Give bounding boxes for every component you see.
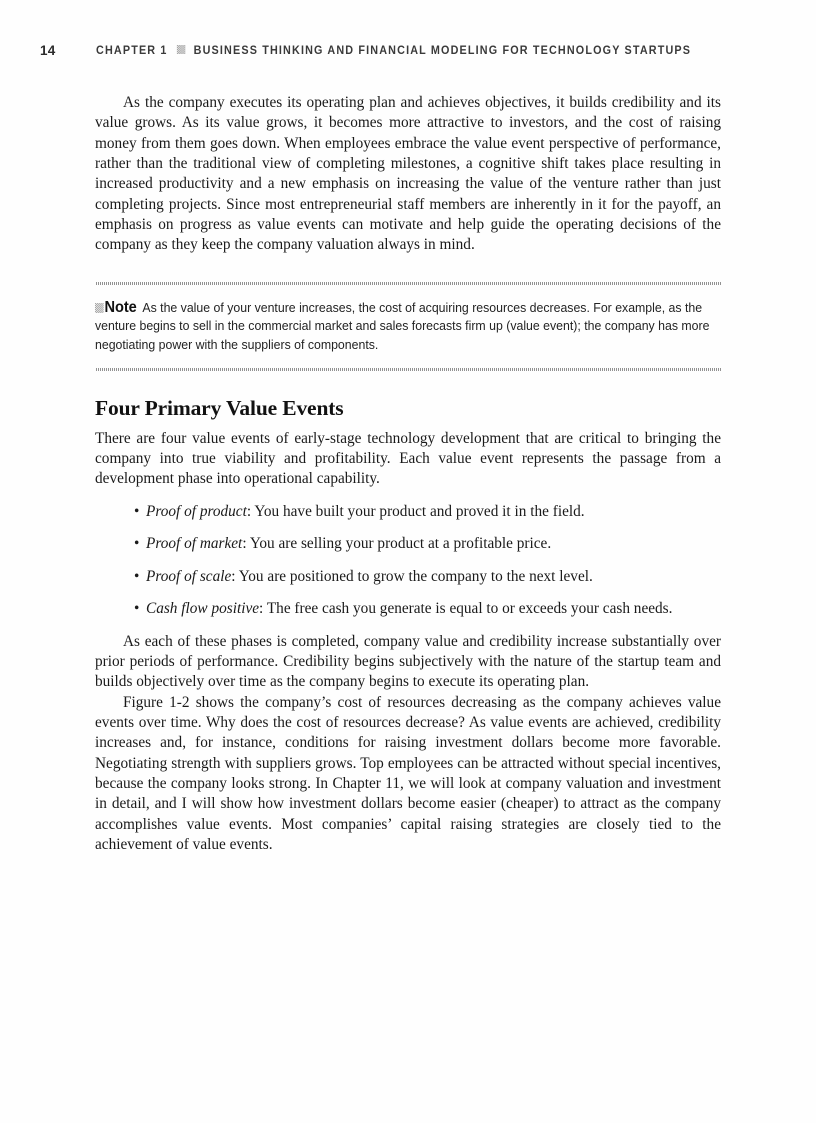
list-item-description: : The free cash you generate is equal to or exceeds your cash needs. <box>259 600 673 618</box>
checkered-square-icon <box>95 303 104 313</box>
paragraph-final: Figure 1-2 shows the company’s cost of resources decreasing as the company achieves value events over time. Why does the cost of resources decrease? As value events are achieved, credibility increases and, for instance, conditions for raising investment dollars become more favorable. Negotiating strength with suppliers grows. Top employees can be attracted without special incentives, because the company looks strong. In Chapter 11, we will look at company valuation and investment in detail, and I will show how investment dollars become easier (cheaper) to attract as the company accomplishes value events. Most companies’ capital raising strategies are closely tied to the achievement of value events. <box>95 693 721 854</box>
note-bottom-rule <box>95 368 721 371</box>
list-item-term: Proof of market <box>146 535 243 553</box>
list-item-term: Proof of product <box>146 502 247 520</box>
checkered-square-icon <box>177 45 185 54</box>
list-item-description: : You have built your product and proved it in the field. <box>246 502 585 520</box>
paragraph-section-intro: There are four value events of early-stage technology development that are critical to bringing the company into true viability and profitability. Each value event represents the passage from a development phase into operational capability. <box>95 429 721 488</box>
running-head-title: BUSINESS THINKING AND FINANCIAL MODELING FOR TECHNOLOGY STARTUPS <box>193 43 692 57</box>
bullet-glyph: • <box>134 502 140 520</box>
list-item-description: : You are positioned to grow the company to the next level. <box>231 567 593 585</box>
text-column <box>95 93 721 855</box>
bullet-glyph: • <box>134 567 140 585</box>
running-head <box>40 41 776 59</box>
list-item <box>95 534 721 554</box>
list-item-description: : You are selling your product at a profitable price. <box>242 535 552 553</box>
paragraph-after-list: As each of these phases is completed, company value and credibility increase substantially over prior periods of performance. Credibility begins subjectively with the nature of the startup team and builds objectively over time as the company begins to execute its operating plan. <box>95 632 721 691</box>
running-head-text <box>96 44 691 57</box>
page-number: 14 <box>40 42 56 58</box>
running-head-chapter: CHAPTER 1 <box>96 43 168 57</box>
list-item <box>95 567 721 587</box>
note-box <box>95 282 721 371</box>
paragraph-intro: As the company executes its operating plan and achieves objectives, it builds credibility and its value grows. As its value grows, it becomes more attractive to investors, and the cost of raising money from them goes down. When employees embrace the value event perspective of performance, rather than the traditional view of completing milestones, a cognitive shift takes place resulting in increased productivity and a new emphasis on increasing the value of the venture rather than just completing projects. Since most entrepreneurial staff members are inherently in it for the payoff, an emphasis on progress as value events can motivate and help guide the operating decisions of the company as they keep the company valuation always in mind. <box>95 94 721 254</box>
list-item <box>95 502 721 522</box>
note-content <box>95 285 720 368</box>
section-heading: Four Primary Value Events <box>95 395 344 420</box>
list-item <box>95 599 721 619</box>
bullet-glyph: • <box>134 600 140 618</box>
bullet-glyph: • <box>134 535 140 553</box>
note-text: As the value of your venture increases, the cost of acquiring resources decreases. For example, as the venture begins to sell in the commercial market and sales forecasts firm up (value event); the company has more negotiating power with the suppliers of components. <box>95 299 710 352</box>
note-label: Note <box>104 298 137 316</box>
list-item-term: Cash flow positive <box>146 600 260 618</box>
list-item-term: Proof of scale <box>146 567 232 585</box>
value-events-list <box>95 502 721 620</box>
